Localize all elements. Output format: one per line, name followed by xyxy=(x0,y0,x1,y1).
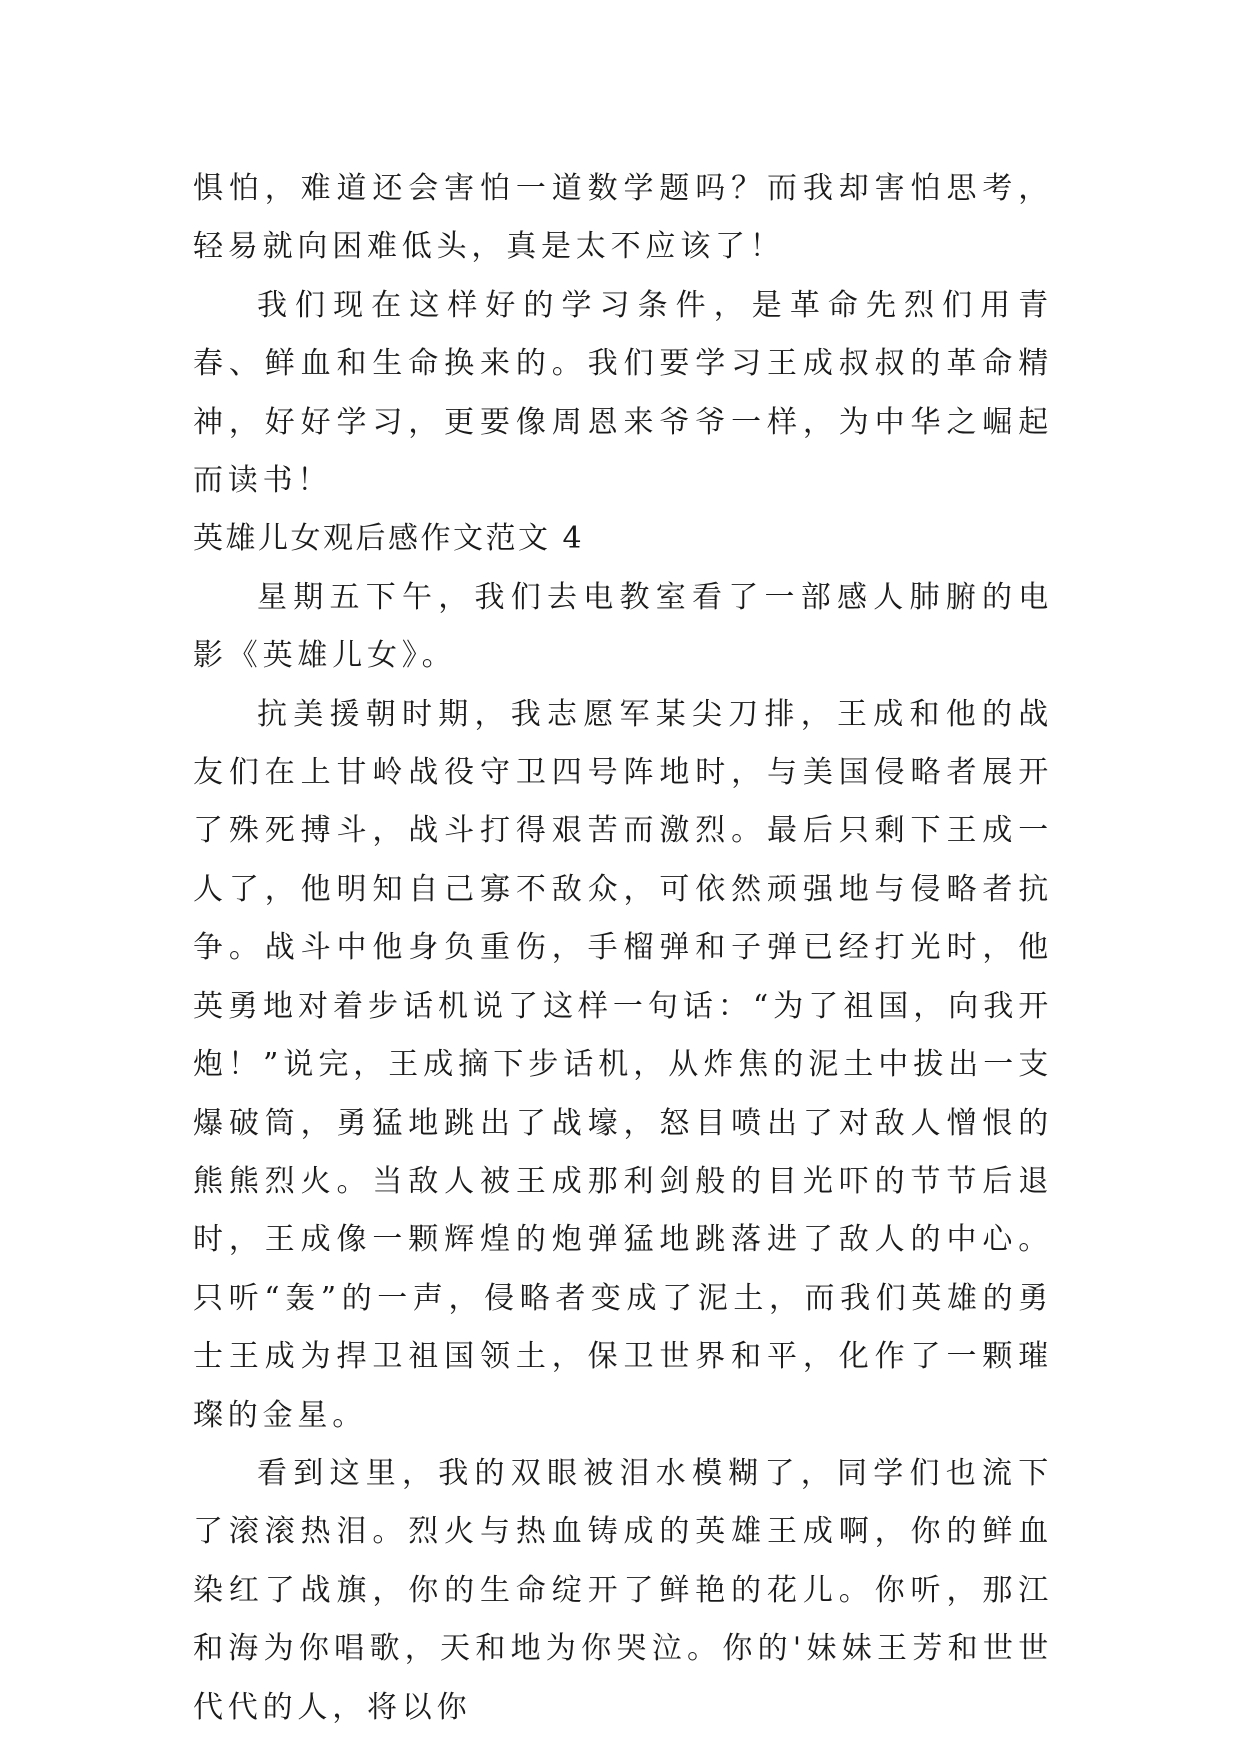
paragraph-2: 我们现在这样好的学习条件，是革命先烈们用青春、鲜血和生命换来的。我们要学习王成叔叔的革命精神，好好学习，更要像周恩来爷爷一样，为中华之崛起而读书！ xyxy=(193,287,1053,499)
paragraph-4: 抗美援朝时期，我志愿军某尖刀排，王成和他的战友们在上甘岭战役守卫四号阵地时，与美国侵略者展开了殊死搏斗，战斗打得艰苦而激烈。最后只剩下王成一人了，他明知自己寡不敌众，可依然顽强地与侵略者抗争。战斗中他身负重伤，手榴弹和子弹已经打光时，他英勇地对着步话机说了这样一句话：“为了祖国，向我开炮！”说完，王成摘下步话机，从炸焦的泥土中拔出一支爆破筒，勇猛地跳出了战壕，怒目喷出了对敌人憎恨的熊熊烈火。当敌人被王成那利剑般的目光吓的节节后退时，王成像一颗辉煌的炮弹猛地跳落进了敌人的中心。只听“轰”的一声，侵略者变成了泥土，而我们英雄的勇士王成为捍卫祖国领土，保卫世界和平，化作了一颗璀璨的金星。 xyxy=(193,696,1053,1433)
paragraph-1: 惧怕，难道还会害怕一道数学题吗？而我却害怕思考，轻易就向困难低头，真是太不应该了！ xyxy=(193,171,1053,265)
paragraph-5: 看到这里，我的双眼被泪水模糊了，同学们也流下了滚滚热泪。烈火与热血铸成的英雄王成啊，你的鲜血染红了战旗，你的生命绽开了鲜艳的花儿。你听，那江和海为你唱歌，天和地为你哭泣。你的'妹妹王芳和世世代代的人，将以你 xyxy=(193,1455,1053,1725)
document-body xyxy=(193,160,1053,1737)
paragraph-3: 星期五下午，我们去电教室看了一部感人肺腑的电影《英雄儿女》。 xyxy=(193,579,1053,674)
section-heading: 英雄儿女观后感作文范文 4 xyxy=(193,521,585,557)
